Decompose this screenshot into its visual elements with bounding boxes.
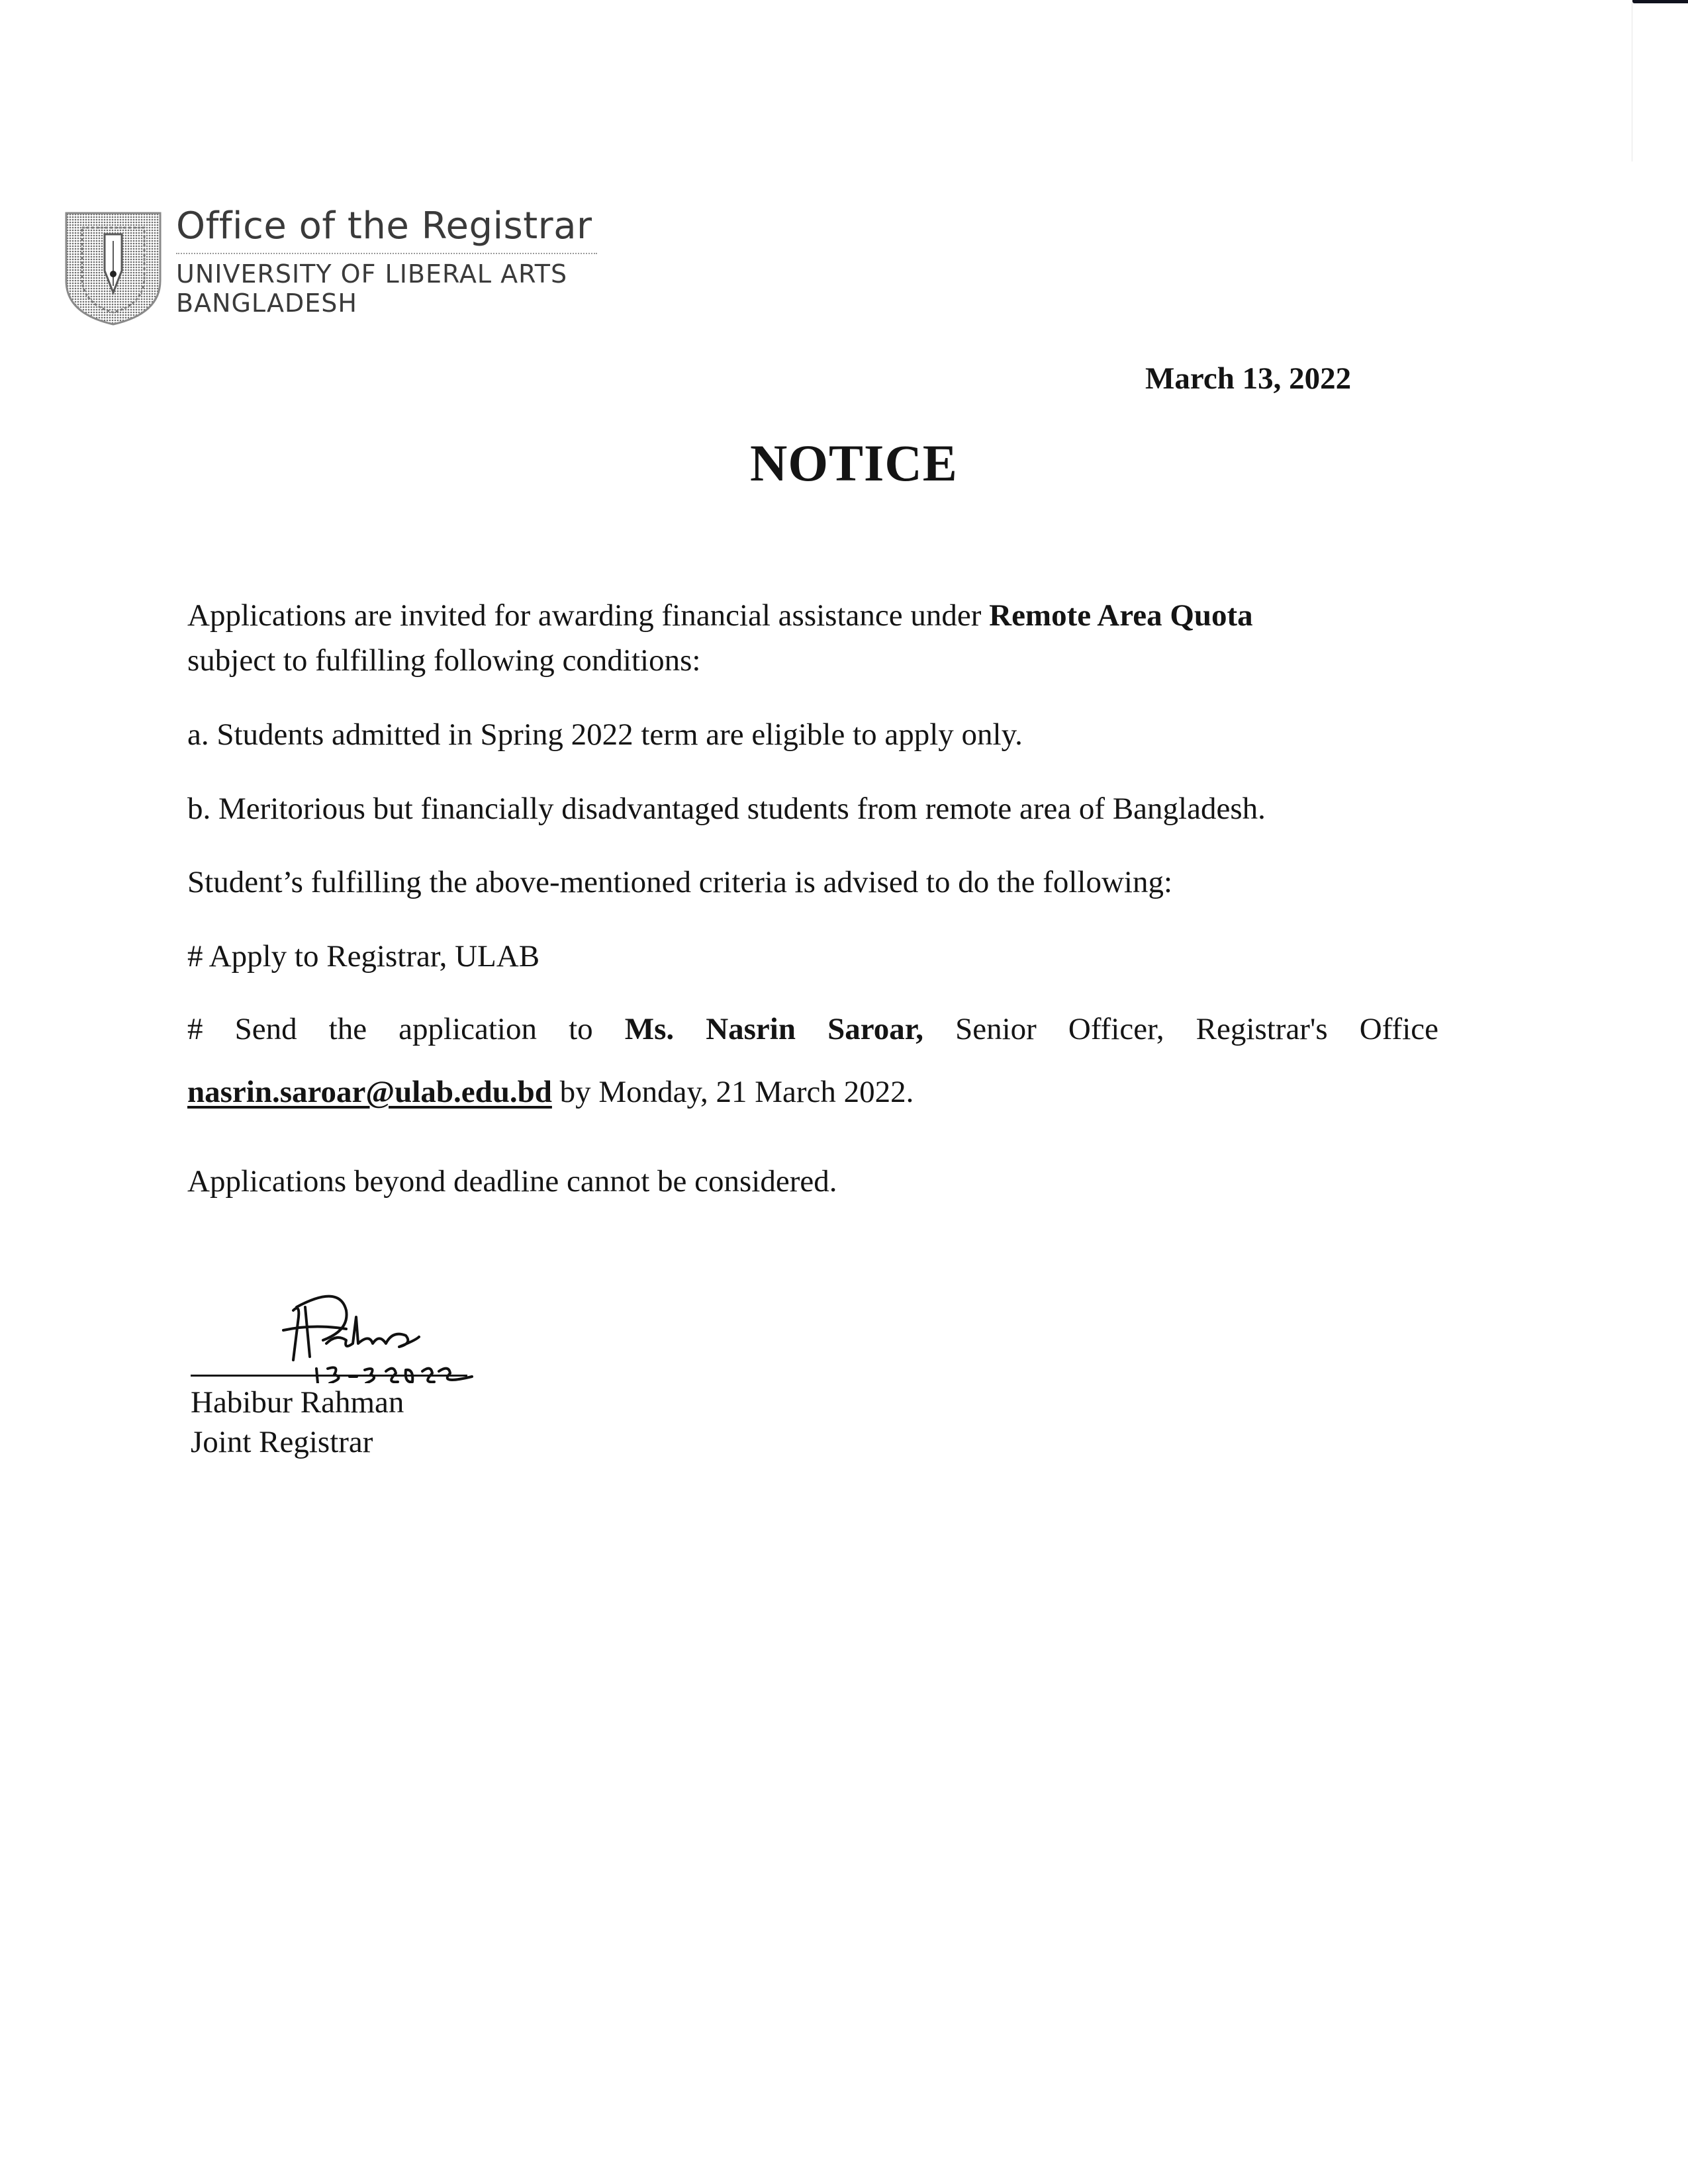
university-country: BANGLADESH (176, 289, 357, 318)
intro-line-1 (187, 596, 1253, 635)
office-name: Office of the Registrar (176, 205, 592, 248)
contact-last-name: Saroar, (827, 1012, 924, 1046)
step-send (187, 1009, 1438, 1049)
intro-text: Applications are invited for awarding financial assistance under (187, 598, 990, 633)
handwritten-signature (187, 1277, 505, 1383)
condition-b: b. Meritorious but financially disadvantaged students from remote area of Bangladesh. (187, 792, 1266, 826)
step-apply: # Apply to Registrar, ULAB (187, 939, 540, 974)
signer-title: Joint Registrar (191, 1425, 373, 1459)
signature-line (191, 1375, 467, 1377)
university-name: UNIVERSITY OF LIBERAL ARTS (176, 259, 568, 289)
contact-first-name: Nasrin (706, 1012, 796, 1046)
condition-a: a. Students admitted in Spring 2022 term are eligible to apply only. (187, 717, 1023, 752)
contact-title: Ms. (624, 1012, 675, 1046)
letterhead-divider (176, 253, 597, 254)
word: Registrar's (1196, 1012, 1328, 1046)
word: Send (234, 1012, 297, 1046)
deadline-text: by Monday, 21 March 2022. (551, 1075, 914, 1109)
word: to (569, 1012, 593, 1046)
contact-email-link[interactable]: nasrin.saroar@ulab.edu.bd (187, 1075, 552, 1109)
ulab-crest-icon (64, 208, 163, 327)
quota-name: Remote Area Quota (989, 598, 1253, 633)
signer-name: Habibur Rahman (191, 1385, 404, 1420)
letterhead (64, 204, 606, 336)
closing-text: Applications beyond deadline cannot be considered. (187, 1164, 837, 1199)
scan-corner-mark (1632, 0, 1688, 3)
notice-date: March 13, 2022 (1145, 361, 1352, 396)
intro-line-2: subject to fulfilling following conditions: (187, 643, 701, 678)
word: Officer, (1068, 1012, 1164, 1046)
word: Senior (955, 1012, 1037, 1046)
page-title: NOTICE (750, 434, 958, 492)
email-deadline-line (187, 1072, 914, 1112)
word: the (328, 1012, 367, 1046)
word: # (187, 1012, 203, 1046)
advice-text: Student’s fulfilling the above-mentioned criteria is advised to do the following: (187, 865, 1173, 899)
word: Office (1359, 1012, 1438, 1046)
word: application (399, 1012, 537, 1046)
